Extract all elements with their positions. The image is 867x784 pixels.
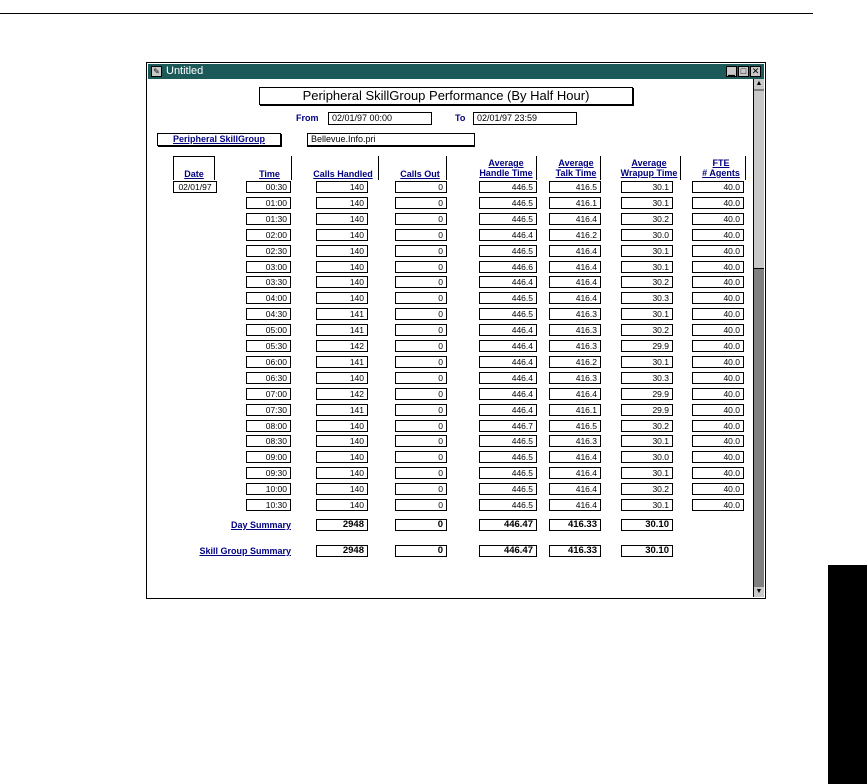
- time-cell[interactable]: 06:00: [246, 356, 291, 368]
- avg-talk-time-cell[interactable]: 416.4: [549, 483, 601, 495]
- calls-handled-cell[interactable]: 141: [316, 404, 368, 416]
- calls-handled-cell[interactable]: 140: [316, 483, 368, 495]
- calls-handled-cell[interactable]: 140: [316, 467, 368, 479]
- day-summary-link[interactable]: Day Summary: [230, 520, 291, 530]
- time-cell[interactable]: 07:30: [246, 404, 291, 416]
- calls-out-cell[interactable]: 0: [395, 213, 447, 225]
- fte-agents-cell[interactable]: 40.0: [692, 245, 744, 257]
- time-cell[interactable]: 10:30: [246, 499, 291, 511]
- avg-talk-time-cell[interactable]: 416.4: [549, 213, 601, 225]
- fte-agents-cell[interactable]: 40.0: [692, 276, 744, 288]
- avg-handle-time-cell[interactable]: 446.6: [479, 261, 537, 273]
- calls-out-cell[interactable]: 0: [395, 261, 447, 273]
- avg-talk-time-cell[interactable]: 416.3: [549, 372, 601, 384]
- time-cell[interactable]: 05:30: [246, 340, 291, 352]
- avg-talk-time-cell[interactable]: 416.4: [549, 276, 601, 288]
- avg-talk-time-cell[interactable]: 416.1: [549, 197, 601, 209]
- report-content: [147, 79, 753, 598]
- calls-out-cell[interactable]: 0: [395, 451, 447, 463]
- calls-out-cell[interactable]: 0: [395, 245, 447, 257]
- vertical-scrollbar[interactable]: [753, 79, 764, 597]
- calls-handled-cell[interactable]: 140: [316, 261, 368, 273]
- time-cell[interactable]: 08:30: [246, 435, 291, 447]
- avg-wrapup-time-cell[interactable]: 30.1: [621, 499, 673, 511]
- scroll-up-icon[interactable]: ▲: [755, 80, 763, 87]
- avg-wrapup-time-cell[interactable]: 30.1: [621, 245, 673, 257]
- avg-wrapup-time-cell[interactable]: 30.1: [621, 261, 673, 273]
- avg-handle-time-cell[interactable]: 446.5: [479, 308, 537, 320]
- fte-agents-cell[interactable]: 40.0: [692, 467, 744, 479]
- minimize-icon[interactable]: ▁: [726, 66, 737, 77]
- avg-wrapup-time-cell[interactable]: 30.1: [621, 197, 673, 209]
- time-cell[interactable]: 02:30: [246, 245, 291, 257]
- calls-out-cell[interactable]: 0: [395, 435, 447, 447]
- summary-calls-handled-cell[interactable]: 2948: [316, 545, 368, 557]
- avg-wrapup-time-cell[interactable]: 29.9: [621, 340, 673, 352]
- time-cell[interactable]: 01:00: [246, 197, 291, 209]
- calls-handled-cell[interactable]: 142: [316, 340, 368, 352]
- calls-handled-cell[interactable]: 140: [316, 276, 368, 288]
- fte-agents-cell[interactable]: 40.0: [692, 388, 744, 400]
- time-cell[interactable]: 09:30: [246, 467, 291, 479]
- avg-handle-time-cell[interactable]: 446.5: [479, 181, 537, 193]
- calls-out-cell[interactable]: 0: [395, 340, 447, 352]
- avg-talk-time-cell[interactable]: 416.1: [549, 404, 601, 416]
- avg-talk-time-cell[interactable]: 416.5: [549, 181, 601, 193]
- fte-agents-cell[interactable]: 40.0: [692, 181, 744, 193]
- avg-wrapup-time-cell[interactable]: 30.3: [621, 292, 673, 304]
- avg-talk-time-cell[interactable]: 416.3: [549, 435, 601, 447]
- avg-handle-time-cell[interactable]: 446.4: [479, 276, 537, 288]
- date-cell[interactable]: 02/01/97: [173, 181, 217, 193]
- avg-wrapup-time-cell[interactable]: 30.2: [621, 483, 673, 495]
- avg-handle-time-cell[interactable]: 446.4: [479, 340, 537, 352]
- summary-calls-out-cell[interactable]: 0: [395, 519, 447, 531]
- avg-wrapup-time-cell[interactable]: 30.1: [621, 435, 673, 447]
- avg-talk-time-cell[interactable]: 416.3: [549, 340, 601, 352]
- time-cell[interactable]: 03:00: [246, 261, 291, 273]
- column-header-avg-talk-time[interactable]: Average Talk Time: [555, 158, 597, 178]
- calls-handled-cell[interactable]: 140: [316, 245, 368, 257]
- fte-agents-cell[interactable]: 40.0: [692, 451, 744, 463]
- calls-out-cell[interactable]: 0: [395, 229, 447, 241]
- from-field[interactable]: 02/01/97 00:00: [328, 112, 432, 125]
- avg-talk-time-cell[interactable]: 416.4: [549, 292, 601, 304]
- calls-out-cell[interactable]: 0: [395, 276, 447, 288]
- calls-handled-cell[interactable]: 140: [316, 435, 368, 447]
- calls-out-cell[interactable]: 0: [395, 372, 447, 384]
- column-header-time[interactable]: Time: [259, 169, 280, 179]
- to-label: To: [455, 113, 466, 123]
- avg-talk-time-cell[interactable]: 416.4: [549, 499, 601, 511]
- avg-handle-time-cell[interactable]: 446.5: [479, 451, 537, 463]
- avg-wrapup-time-cell[interactable]: 30.1: [621, 356, 673, 368]
- calls-handled-cell[interactable]: 140: [316, 213, 368, 225]
- calls-handled-cell[interactable]: 140: [316, 292, 368, 304]
- avg-talk-time-cell[interactable]: 416.4: [549, 245, 601, 257]
- calls-out-cell[interactable]: 0: [395, 356, 447, 368]
- peripheral-skillgroup-button[interactable]: Peripheral SkillGroup: [157, 133, 281, 146]
- column-header-avg-wrapup-time[interactable]: Average Wrapup Time: [620, 158, 678, 178]
- calls-handled-cell[interactable]: 141: [316, 308, 368, 320]
- avg-handle-time-cell[interactable]: 446.4: [479, 388, 537, 400]
- summary-calls-out-cell[interactable]: 0: [395, 545, 447, 557]
- avg-wrapup-time-cell[interactable]: 30.1: [621, 308, 673, 320]
- scroll-down-icon[interactable]: ▼: [755, 588, 763, 595]
- summary-calls-handled-cell[interactable]: 2948: [316, 519, 368, 531]
- calls-handled-cell[interactable]: 140: [316, 229, 368, 241]
- calls-out-cell[interactable]: 0: [395, 308, 447, 320]
- avg-handle-time-cell[interactable]: 446.5: [479, 292, 537, 304]
- fte-agents-cell[interactable]: 40.0: [692, 499, 744, 511]
- column-header-date[interactable]: Date: [184, 169, 204, 179]
- time-cell[interactable]: 03:30: [246, 276, 291, 288]
- time-cell[interactable]: 00:30: [246, 181, 291, 193]
- skillgroup-field[interactable]: Bellevue.Info.pri: [307, 133, 475, 147]
- title-bar[interactable]: [148, 64, 764, 79]
- fte-agents-cell[interactable]: 40.0: [692, 197, 744, 209]
- calls-handled-cell[interactable]: 140: [316, 372, 368, 384]
- to-field[interactable]: 02/01/97 23:59: [473, 112, 577, 125]
- avg-wrapup-time-cell[interactable]: 30.2: [621, 420, 673, 432]
- calls-handled-cell[interactable]: 142: [316, 388, 368, 400]
- time-cell[interactable]: 04:30: [246, 308, 291, 320]
- avg-talk-time-cell[interactable]: 416.5: [549, 420, 601, 432]
- avg-talk-time-cell[interactable]: 416.3: [549, 324, 601, 336]
- calls-handled-cell[interactable]: 140: [316, 420, 368, 432]
- calls-handled-cell[interactable]: 141: [316, 324, 368, 336]
- avg-handle-time-cell[interactable]: 446.5: [479, 213, 537, 225]
- avg-handle-time-cell[interactable]: 446.7: [479, 420, 537, 432]
- fte-agents-cell[interactable]: 40.0: [692, 435, 744, 447]
- avg-wrapup-time-cell[interactable]: 30.2: [621, 213, 673, 225]
- time-cell[interactable]: 08:00: [246, 420, 291, 432]
- avg-handle-time-cell[interactable]: 446.5: [479, 467, 537, 479]
- time-cell[interactable]: 10:00: [246, 483, 291, 495]
- top-rule: [0, 13, 813, 14]
- summary-avg-talk-time-cell[interactable]: 416.33: [549, 545, 601, 557]
- calls-out-cell[interactable]: 0: [395, 467, 447, 479]
- avg-wrapup-time-cell[interactable]: 30.3: [621, 372, 673, 384]
- fte-agents-cell[interactable]: 40.0: [692, 372, 744, 384]
- calls-out-cell[interactable]: 0: [395, 420, 447, 432]
- avg-wrapup-time-cell[interactable]: 30.1: [621, 181, 673, 193]
- fte-agents-cell[interactable]: 40.0: [692, 308, 744, 320]
- avg-handle-time-cell[interactable]: 446.5: [479, 499, 537, 511]
- calls-handled-cell[interactable]: 140: [316, 451, 368, 463]
- avg-handle-time-cell[interactable]: 446.5: [479, 435, 537, 447]
- avg-wrapup-time-cell[interactable]: 29.9: [621, 404, 673, 416]
- fte-agents-cell[interactable]: 40.0: [692, 483, 744, 495]
- avg-wrapup-time-cell[interactable]: 30.2: [621, 324, 673, 336]
- calls-out-cell[interactable]: 0: [395, 404, 447, 416]
- scroll-thumb[interactable]: [754, 91, 764, 269]
- avg-talk-time-cell[interactable]: 416.3: [549, 308, 601, 320]
- column-header-calls-out[interactable]: Calls Out: [400, 169, 440, 179]
- fte-agents-cell[interactable]: 40.0: [692, 404, 744, 416]
- from-label: From: [296, 113, 319, 123]
- time-cell[interactable]: 04:00: [246, 292, 291, 304]
- calls-handled-cell[interactable]: 141: [316, 356, 368, 368]
- calls-out-cell[interactable]: 0: [395, 181, 447, 193]
- fte-agents-cell[interactable]: 40.0: [692, 261, 744, 273]
- skill-group-summary-link[interactable]: Skill Group Summary: [199, 546, 291, 556]
- summary-avg-talk-time-cell[interactable]: 416.33: [549, 519, 601, 531]
- calls-out-cell[interactable]: 0: [395, 197, 447, 209]
- close-icon[interactable]: ✕: [751, 66, 760, 76]
- avg-handle-time-cell[interactable]: 446.4: [479, 372, 537, 384]
- time-cell[interactable]: 07:00: [246, 388, 291, 400]
- calls-out-cell[interactable]: 0: [395, 324, 447, 336]
- avg-handle-time-cell[interactable]: 446.4: [479, 356, 537, 368]
- report-window: [146, 62, 766, 599]
- avg-wrapup-time-cell[interactable]: 29.9: [621, 388, 673, 400]
- time-cell[interactable]: 06:30: [246, 372, 291, 384]
- avg-handle-time-cell[interactable]: 446.4: [479, 324, 537, 336]
- fte-agents-cell[interactable]: 40.0: [692, 420, 744, 432]
- fte-agents-cell[interactable]: 40.0: [692, 292, 744, 304]
- avg-handle-time-cell[interactable]: 446.5: [479, 245, 537, 257]
- avg-wrapup-time-cell[interactable]: 30.0: [621, 229, 673, 241]
- report-title: Peripheral SkillGroup Performance (By Half Hour): [259, 87, 633, 105]
- calls-out-cell[interactable]: 0: [395, 292, 447, 304]
- time-cell[interactable]: 01:30: [246, 213, 291, 225]
- calls-out-cell[interactable]: 0: [395, 388, 447, 400]
- avg-handle-time-cell[interactable]: 446.5: [479, 483, 537, 495]
- summary-avg-handle-time-cell[interactable]: 446.47: [479, 545, 537, 557]
- side-tab: [828, 565, 867, 784]
- fte-agents-cell[interactable]: 40.0: [692, 324, 744, 336]
- app-icon[interactable]: ✎: [151, 66, 162, 77]
- calls-handled-cell[interactable]: 140: [316, 499, 368, 511]
- calls-out-cell[interactable]: 0: [395, 499, 447, 511]
- avg-wrapup-time-cell[interactable]: 30.1: [621, 467, 673, 479]
- avg-handle-time-cell[interactable]: 446.5: [479, 197, 537, 209]
- maximize-icon[interactable]: □: [738, 66, 749, 77]
- column-header-fte-agents[interactable]: FTE # Agents: [702, 158, 740, 178]
- avg-talk-time-cell[interactable]: 416.4: [549, 467, 601, 479]
- avg-handle-time-cell[interactable]: 446.4: [479, 229, 537, 241]
- fte-agents-cell[interactable]: 40.0: [692, 356, 744, 368]
- avg-talk-time-cell[interactable]: 416.2: [549, 356, 601, 368]
- time-cell[interactable]: 02:00: [246, 229, 291, 241]
- avg-wrapup-time-cell[interactable]: 30.0: [621, 451, 673, 463]
- avg-talk-time-cell[interactable]: 416.4: [549, 388, 601, 400]
- calls-handled-cell[interactable]: 140: [316, 181, 368, 193]
- summary-avg-wrapup-time-cell[interactable]: 30.10: [621, 519, 673, 531]
- avg-handle-time-cell[interactable]: 446.4: [479, 404, 537, 416]
- fte-agents-cell[interactable]: 40.0: [692, 340, 744, 352]
- calls-handled-cell[interactable]: 140: [316, 197, 368, 209]
- fte-agents-cell[interactable]: 40.0: [692, 229, 744, 241]
- calls-out-cell[interactable]: 0: [395, 483, 447, 495]
- avg-talk-time-cell[interactable]: 416.4: [549, 261, 601, 273]
- time-cell[interactable]: 09:00: [246, 451, 291, 463]
- time-cell[interactable]: 05:00: [246, 324, 291, 336]
- avg-talk-time-cell[interactable]: 416.2: [549, 229, 601, 241]
- avg-wrapup-time-cell[interactable]: 30.2: [621, 276, 673, 288]
- fte-agents-cell[interactable]: 40.0: [692, 213, 744, 225]
- summary-avg-handle-time-cell[interactable]: 446.47: [479, 519, 537, 531]
- avg-talk-time-cell[interactable]: 416.4: [549, 451, 601, 463]
- summary-avg-wrapup-time-cell[interactable]: 30.10: [621, 545, 673, 557]
- column-header-calls-handled[interactable]: Calls Handled: [313, 169, 373, 179]
- window-title: Untitled: [166, 65, 204, 77]
- column-header-avg-handle-time[interactable]: Average Handle Time: [479, 158, 533, 178]
